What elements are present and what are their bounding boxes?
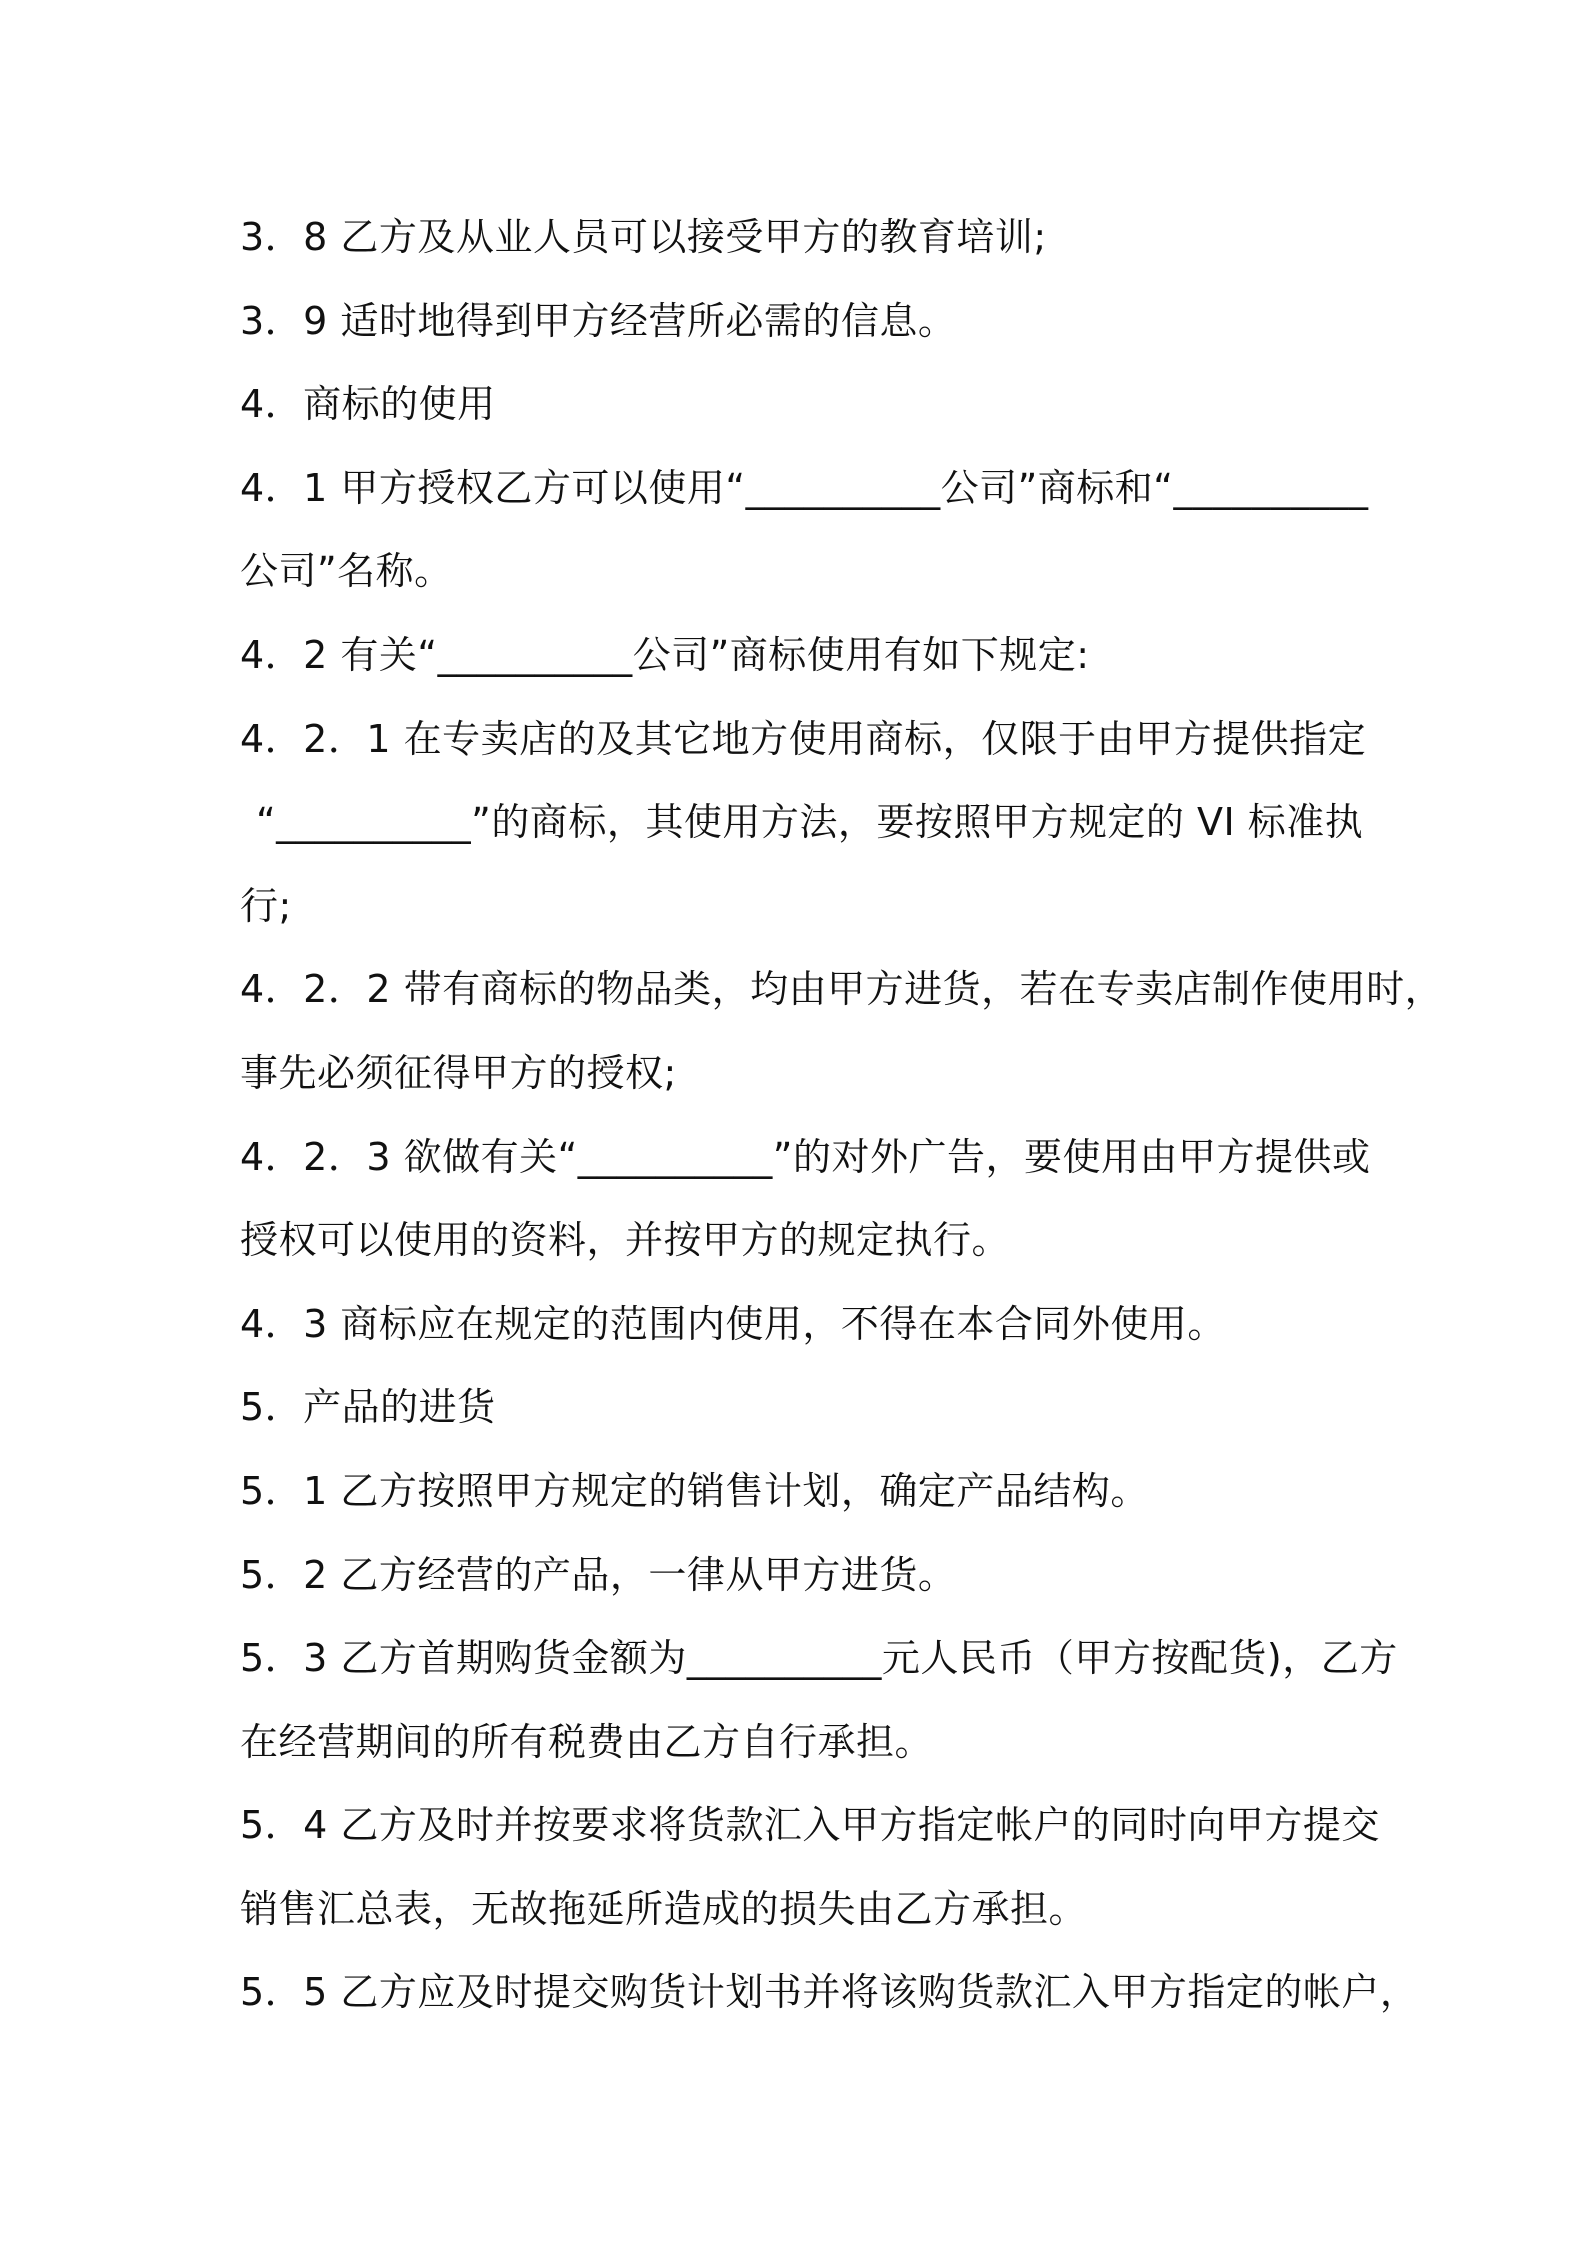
text-line: 4．2．1 在专卖店的及其它地方使用商标，仅限于由甲方提供指定 — [240, 716, 1367, 761]
text-line: 授权可以使用的资料，并按甲方的规定执行。 — [240, 1218, 1011, 1263]
text-line: 在经营期间的所有税费由乙方自行承担。 — [240, 1719, 934, 1764]
text-line: 公司”名称。 — [240, 549, 453, 594]
text-line: 4．2．3 欲做有关“__________”的对外广告，要使用由甲方提供或 — [240, 1134, 1371, 1179]
text-line: 4．3 商标应在规定的范围内使用，不得在本合同外使用。 — [240, 1301, 1226, 1346]
text-line: “__________”的商标，其使用方法，要按照甲方规定的 VI 标准执 — [256, 800, 1364, 845]
text-line: 5．4 乙方及时并按要求将货款汇入甲方指定帐户的同时向甲方提交 — [240, 1803, 1380, 1848]
document-body — [240, 196, 1444, 2035]
text-line: 5．2 乙方经营的产品，一律从甲方进货。 — [240, 1552, 957, 1597]
text-line: 3．9 适时地得到甲方经营所必需的信息。 — [240, 298, 957, 343]
text-line: 5．3 乙方首期购货金额为__________元人民币（甲方按配货)，乙方 — [240, 1636, 1398, 1681]
text-line: 5．5 乙方应及时提交购货计划书并将该购货款汇入甲方指定的帐户， — [240, 1970, 1419, 2015]
text-line: 4．1 甲方授权乙方可以使用“__________公司”商标和“__________ — [240, 465, 1369, 510]
section-heading: 4．商标的使用 — [240, 382, 496, 427]
text-line: 事先必须征得甲方的授权; — [240, 1050, 677, 1095]
text-line: 销售汇总表，无故拖延所造成的损失由乙方承担。 — [240, 1886, 1088, 1931]
text-line: 4．2 有关“__________公司”商标使用有如下规定: — [240, 632, 1090, 677]
section-heading: 5．产品的进货 — [240, 1385, 496, 1430]
text-line: 4．2．2 带有商标的物品类，均由甲方进货，若在专卖店制作使用时， — [240, 967, 1444, 1012]
text-line: 5．1 乙方按照甲方规定的销售计划，确定产品结构。 — [240, 1468, 1149, 1513]
text-line: 3．8 乙方及从业人员可以接受甲方的教育培训; — [240, 215, 1047, 259]
text-line: 行; — [240, 883, 292, 928]
